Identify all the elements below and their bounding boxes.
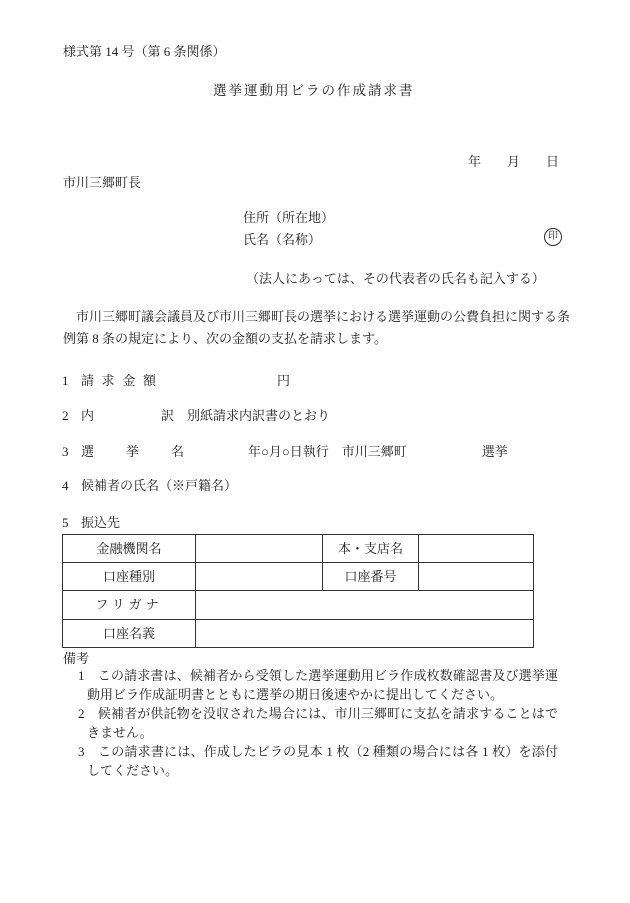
financial-institution-label: 金融機関名: [63, 535, 196, 563]
addressee-mayor: 市川三郷町長: [63, 175, 142, 190]
document-title: 選挙運動用ビラの作成請求書: [213, 83, 415, 98]
item-number: 4: [62, 478, 69, 493]
branch-label: 本・支店名: [323, 535, 419, 563]
item-row-breakdown: [62, 408, 330, 424]
item-row-election-name: [62, 444, 508, 460]
table-row: [63, 620, 534, 648]
item-number: 2: [62, 408, 69, 423]
remarks-note-2: 2 候補者が供託物を没収された場合には、市川三郷町に支払を請求することはできません。: [78, 706, 558, 740]
item-label-candidate-name: 候補者の氏名（※戸籍名）: [81, 478, 238, 493]
item-number: 5: [62, 515, 69, 530]
transfer-destination-table: [62, 534, 534, 648]
account-type-label: 口座種別: [63, 563, 196, 591]
table-row: [63, 563, 534, 591]
item-label-transfer-destination: 振込先: [81, 515, 121, 530]
item-number: 3: [62, 444, 69, 459]
date-line: 年 月 日: [468, 154, 560, 169]
body-paragraph: 市川三郷町議会議員及び市川三郷町長の選挙における選挙運動の公費負担に関する条例第 8 条の規定により、次の金額の支払を請求します。: [63, 309, 571, 346]
item-label-breakdown: 内訳: [81, 408, 174, 423]
financial-institution-field: [196, 535, 323, 563]
branch-field: [419, 535, 534, 563]
seal-icon: 印: [544, 228, 562, 246]
applicant-address-label: 住所（所在地）: [243, 210, 335, 225]
account-number-field: [419, 563, 534, 591]
item-row-amount: [62, 373, 290, 389]
furigana-field: [196, 591, 534, 620]
account-number-label: 口座番号: [323, 563, 419, 591]
item-value-election-date: 年○月○日執行 市川三郷町: [248, 444, 407, 459]
item-value-breakdown: 別紙請求内訳書のとおり: [187, 408, 331, 423]
item-value-yen: 円: [277, 373, 291, 388]
account-holder-label: 口座名義: [63, 620, 196, 648]
remarks-note-1: 1 この請求書は、候補者から受領した選挙運動用ビラ作成枚数確認書及び選挙運動用ビラ作成証明書とともに選挙の期日後速やかに提出してください。: [78, 668, 558, 702]
item-row-candidate-name: [62, 478, 237, 494]
remarks-list: [78, 666, 558, 780]
table-row: [63, 591, 534, 620]
applicant-name-label: 氏名（名称）: [243, 232, 322, 247]
item-label-amount: 請求金額: [81, 373, 156, 388]
table-row: [63, 535, 534, 563]
remarks-note-3: 3 この請求書には、作成したビラの見本 1 枚（2 種類の場合には各 1 枚）を添付してください。: [78, 744, 558, 778]
form-number: 様式第 14 号（第 6 条関係）: [63, 44, 226, 59]
furigana-label: フリガナ: [63, 591, 196, 620]
item-value-election-suffix: 選挙: [481, 444, 508, 459]
corporate-note: （法人にあっては、その代表者の氏名も記入する）: [246, 271, 545, 286]
account-holder-field: [196, 620, 534, 648]
item-number: 1: [62, 373, 69, 388]
remarks-heading: 備考: [63, 651, 90, 666]
item-row-transfer-destination: [62, 515, 120, 531]
item-label-election-name: 選挙名: [81, 444, 184, 459]
account-type-field: [196, 563, 323, 591]
